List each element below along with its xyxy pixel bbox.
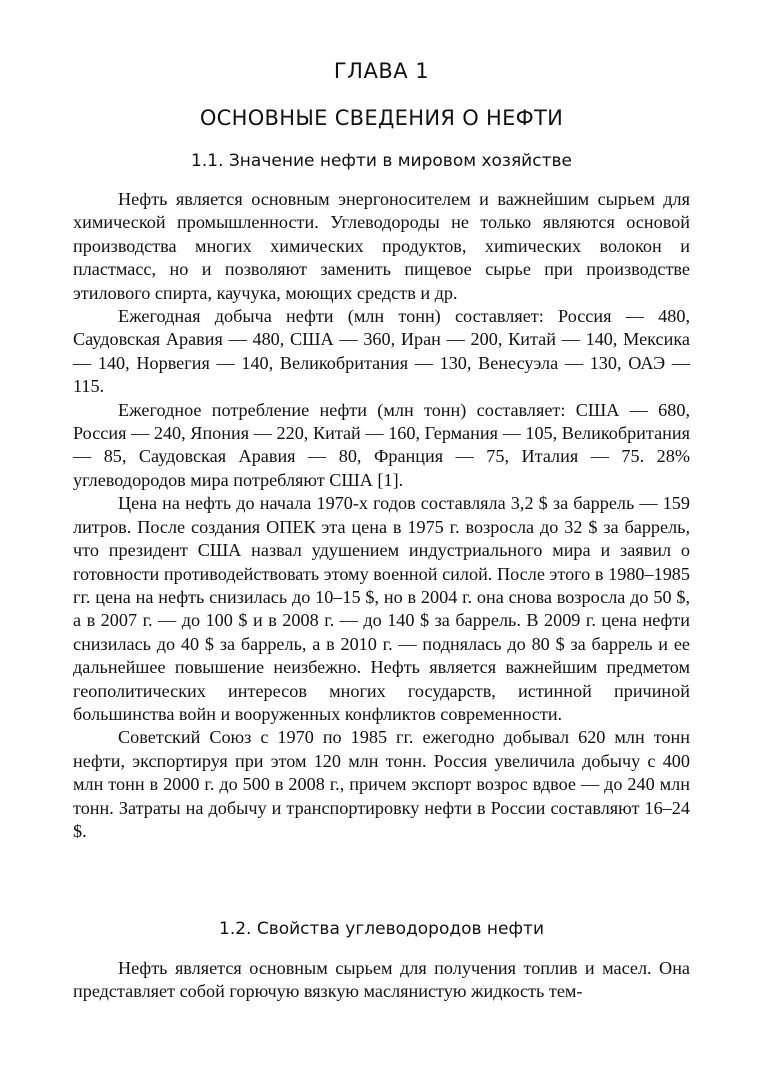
section-body	[73, 188, 690, 843]
chapter-title: ОСНОВНЫЕ СВЕДЕНИЯ О НЕФТИ	[199, 106, 564, 130]
paragraph: Ежегодная добыча нефти (млн тонн) составляет: Россия — 480, Саудовская Аравия — 480, США — 360, Иран — 200, Китай — 140, Мексика — 140, Норвегия — 140, Великобритания — 130, Венесуэла — 130, ОАЭ — 115.	[73, 306, 690, 397]
paragraph: Цена на нефть до начала 1970-х годов составляла 3,2 $ за баррель — 159 литров. После создания ОПЕК эта цена в 1975 г. возросла до 32 $ за баррель, что президент США назвал удушением индустриального мира и заявил о готовности противодействовать этому военной силой. После этого в 1980–1985 гг. цена на нефть снизилась до 10–15 $, но в 2004 г. она снова возросла до 50 $, а в 2007 г. — до 100 $ и в 2008 г. — до 140 $ за баррель. В 2009 г. цена нефти снизилась до 40 $ за баррель, а в 2010 г. — поднялась до 80 $ за баррель и ее дальнейшее повышение неизбежно. Нефть является важнейшим предметом геополитических интересов многих государств, истинной причиной большинства войн и вооруженных конфликтов современности.	[73, 493, 690, 724]
paragraph: Советский Союз с 1970 по 1985 гг. ежегодно добывал 620 млн тонн нефти, экспортируя при этом 120 млн тонн. Россия увеличила добычу с 400 млн тонн в 2000 г. до 500 в 2008 г., причем экспорт возрос вдвое — до 240 млн тонн. Затраты на добычу и транспортировку нефти в России составляют 16–24 $.	[73, 727, 690, 841]
paragraph: Нефть является основным сырьем для получения топлив и масел. Она представляет собой горючую вязкую маслянистую жидкость тем-	[73, 958, 690, 1002]
section-title: 1.1. Значение нефти в мировом хозяйстве	[191, 151, 572, 171]
section-title: 1.2. Свойства углеводородов нефти	[219, 919, 544, 939]
chapter-label: ГЛАВА 1	[333, 59, 430, 83]
section-body	[73, 957, 690, 1004]
paragraph: Нефть является основным энергоносителем и важнейшим сырьем для химической промышленности. Углеводороды не только являются основой производства многих химических продуктов, хиmических волокон и пластмасс, но и позволяют заменить пищевое сырье при производстве этилового спирта, каучука, моющих средств и др.	[73, 189, 690, 303]
paragraph: Ежегодное потребление нефти (млн тонн) составляет: США — 680, Россия — 240, Япония — 220, Китай — 160, Германия — 105, Великобритания — 85, Саудовская Аравия — 80, Франция — 75, Италия — 75. 28% углеводородов мира потребляют США [1].	[73, 399, 690, 490]
